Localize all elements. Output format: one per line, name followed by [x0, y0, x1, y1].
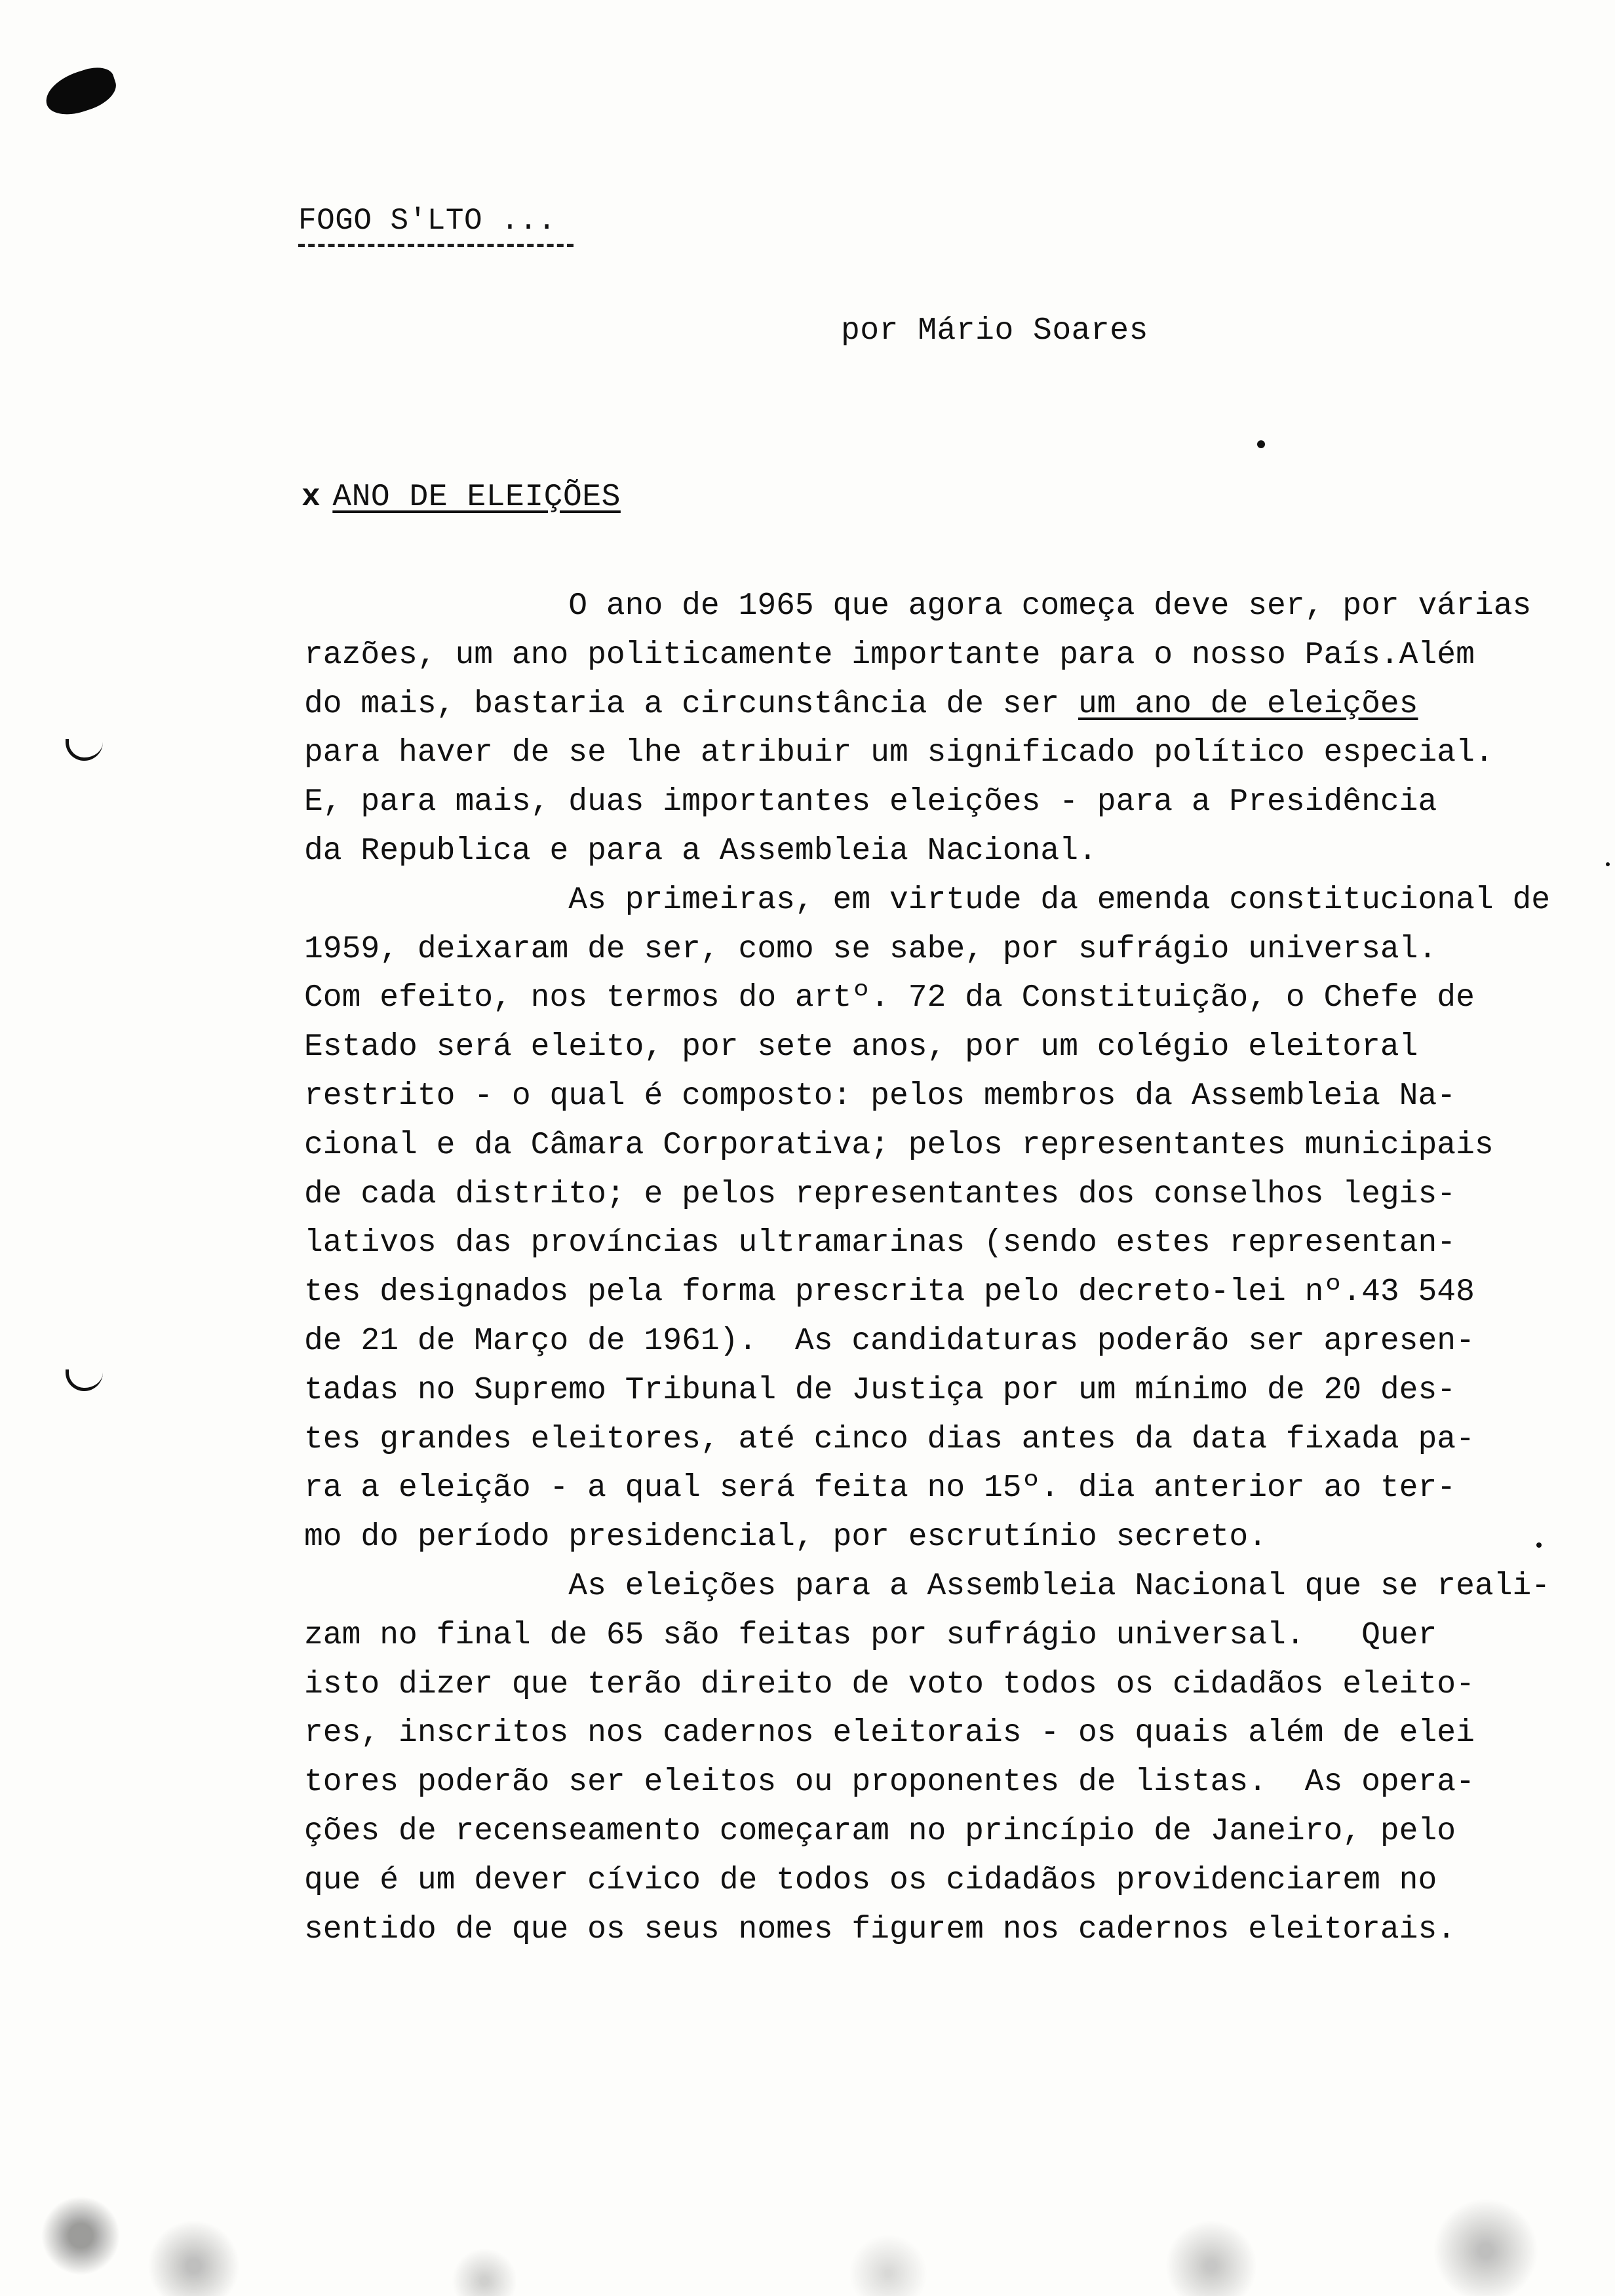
- article-body: [304, 582, 1569, 1954]
- body-line-text: As primeiras, em virtude da emenda constitucional de: [304, 882, 1551, 918]
- body-line-text: da Republica e para a Assembleia Nacional.: [304, 833, 1097, 869]
- body-line: [304, 1807, 1569, 1856]
- body-line: [304, 1170, 1569, 1219]
- body-line-text: res, inscritos nos cadernos eleitorais - os quais além de elei: [304, 1715, 1475, 1751]
- body-line-text: isto dizer que terão direito de voto todos os cidadãos eleito-: [304, 1666, 1475, 1702]
- ink-speck: [1536, 1542, 1542, 1548]
- body-line: [304, 1856, 1569, 1905]
- section-title: ANO DE ELEIÇÕES: [332, 480, 621, 515]
- body-line-text: tes grandes eleitores, até cinco dias antes da data fixada pa-: [304, 1421, 1475, 1457]
- body-line-text: para haver de se lhe atribuir um significado político especial.: [304, 735, 1494, 771]
- body-line-text: O ano de 1965 que agora começa deve ser, por várias: [304, 588, 1532, 624]
- body-line: [304, 1415, 1569, 1464]
- body-line: [304, 1562, 1569, 1611]
- body-line: [304, 827, 1569, 876]
- body-line-text: zam no final de 65 são feitas por sufrágio universal. Quer: [304, 1617, 1437, 1653]
- body-line-text: Com efeito, nos termos do artº. 72 da Constituição, o Chefe de: [304, 980, 1475, 1016]
- body-line: [304, 631, 1569, 680]
- section-bullet: x: [302, 480, 321, 515]
- body-line-text: As eleições para a Assembleia Nacional que se reali-: [304, 1568, 1551, 1604]
- body-line: [304, 1905, 1569, 1955]
- underlined-phrase: um ano de eleições: [1078, 686, 1418, 722]
- body-line-text: 1959, deixaram de ser, como se sabe, por sufrágio universal.: [304, 931, 1437, 967]
- body-line-text: Estado será eleito, por sete anos, por um colégio eleitoral: [304, 1029, 1418, 1065]
- body-line: [304, 1317, 1569, 1366]
- body-line-text: ções de recenseamento começaram no princípio de Janeiro, pelo: [304, 1813, 1456, 1849]
- body-line: [304, 1023, 1569, 1072]
- body-line: [304, 1366, 1569, 1415]
- body-line-text: que é um dever cívico de todos os cidadãos providenciarem no: [304, 1862, 1437, 1898]
- title-double-underline: [298, 244, 574, 247]
- body-line-text: lativos das províncias ultramarinas (sendo estes representan-: [304, 1225, 1456, 1261]
- body-line: [304, 729, 1569, 778]
- ink-speck: [1257, 440, 1265, 448]
- body-line: [304, 1121, 1569, 1170]
- body-line-text: mo do período presidencial, por escrutínio secreto.: [304, 1520, 1268, 1556]
- body-line-text: razões, um ano politicamente importante para o nosso País.Além: [304, 637, 1475, 673]
- body-line: [304, 1268, 1569, 1317]
- body-line-text: de 21 de Março de 1961). As candidaturas poderão ser apresen-: [304, 1323, 1475, 1359]
- author-byline: por Mário Soares: [841, 313, 1148, 349]
- ink-speck: [1606, 862, 1610, 866]
- body-line-text: tores poderão ser eleitos ou proponentes de listas. As opera-: [304, 1765, 1475, 1801]
- body-line: [304, 925, 1569, 974]
- body-line: [304, 974, 1569, 1023]
- margin-mark: [66, 1369, 103, 1391]
- body-line: [304, 1513, 1569, 1562]
- body-line: [304, 1758, 1569, 1807]
- section-heading: [302, 473, 621, 522]
- body-line: [304, 582, 1569, 631]
- body-line: [304, 680, 1569, 729]
- scan-noise: [0, 2145, 1615, 2296]
- body-line: [304, 876, 1569, 925]
- body-line: [304, 778, 1569, 827]
- body-line-text: tadas no Supremo Tribunal de Justiça por um mínimo de 20 des-: [304, 1372, 1456, 1408]
- body-line-text: E, para mais, duas importantes eleições - para a Presidência: [304, 784, 1437, 820]
- margin-mark: [66, 739, 103, 761]
- body-line: [304, 1611, 1569, 1660]
- body-line-text: de cada distrito; e pelos representantes dos conselhos legis-: [304, 1176, 1456, 1212]
- body-line: [304, 1219, 1569, 1268]
- body-line-text: sentido de que os seus nomes figurem nos cadernos eleitorais.: [304, 1911, 1456, 1947]
- body-line: [304, 1464, 1569, 1513]
- body-line: [304, 1709, 1569, 1758]
- body-line-text: do mais, bastaria a circunstância de ser: [304, 686, 1078, 722]
- ink-blot: [40, 62, 121, 121]
- body-line: [304, 1660, 1569, 1710]
- body-line-text: tes designados pela forma prescrita pelo decreto-lei nº.43 548: [304, 1274, 1475, 1311]
- body-line-text: restrito - o qual é composto: pelos membros da Assembleia Na-: [304, 1078, 1456, 1114]
- body-line-text: cional e da Câmara Corporativa; pelos representantes municipais: [304, 1127, 1494, 1163]
- body-line: [304, 1072, 1569, 1121]
- page-title: FOGO S'LTO ...: [298, 204, 556, 238]
- body-line-text: ra a eleição - a qual será feita no 15º. dia anterior ao ter-: [304, 1470, 1456, 1506]
